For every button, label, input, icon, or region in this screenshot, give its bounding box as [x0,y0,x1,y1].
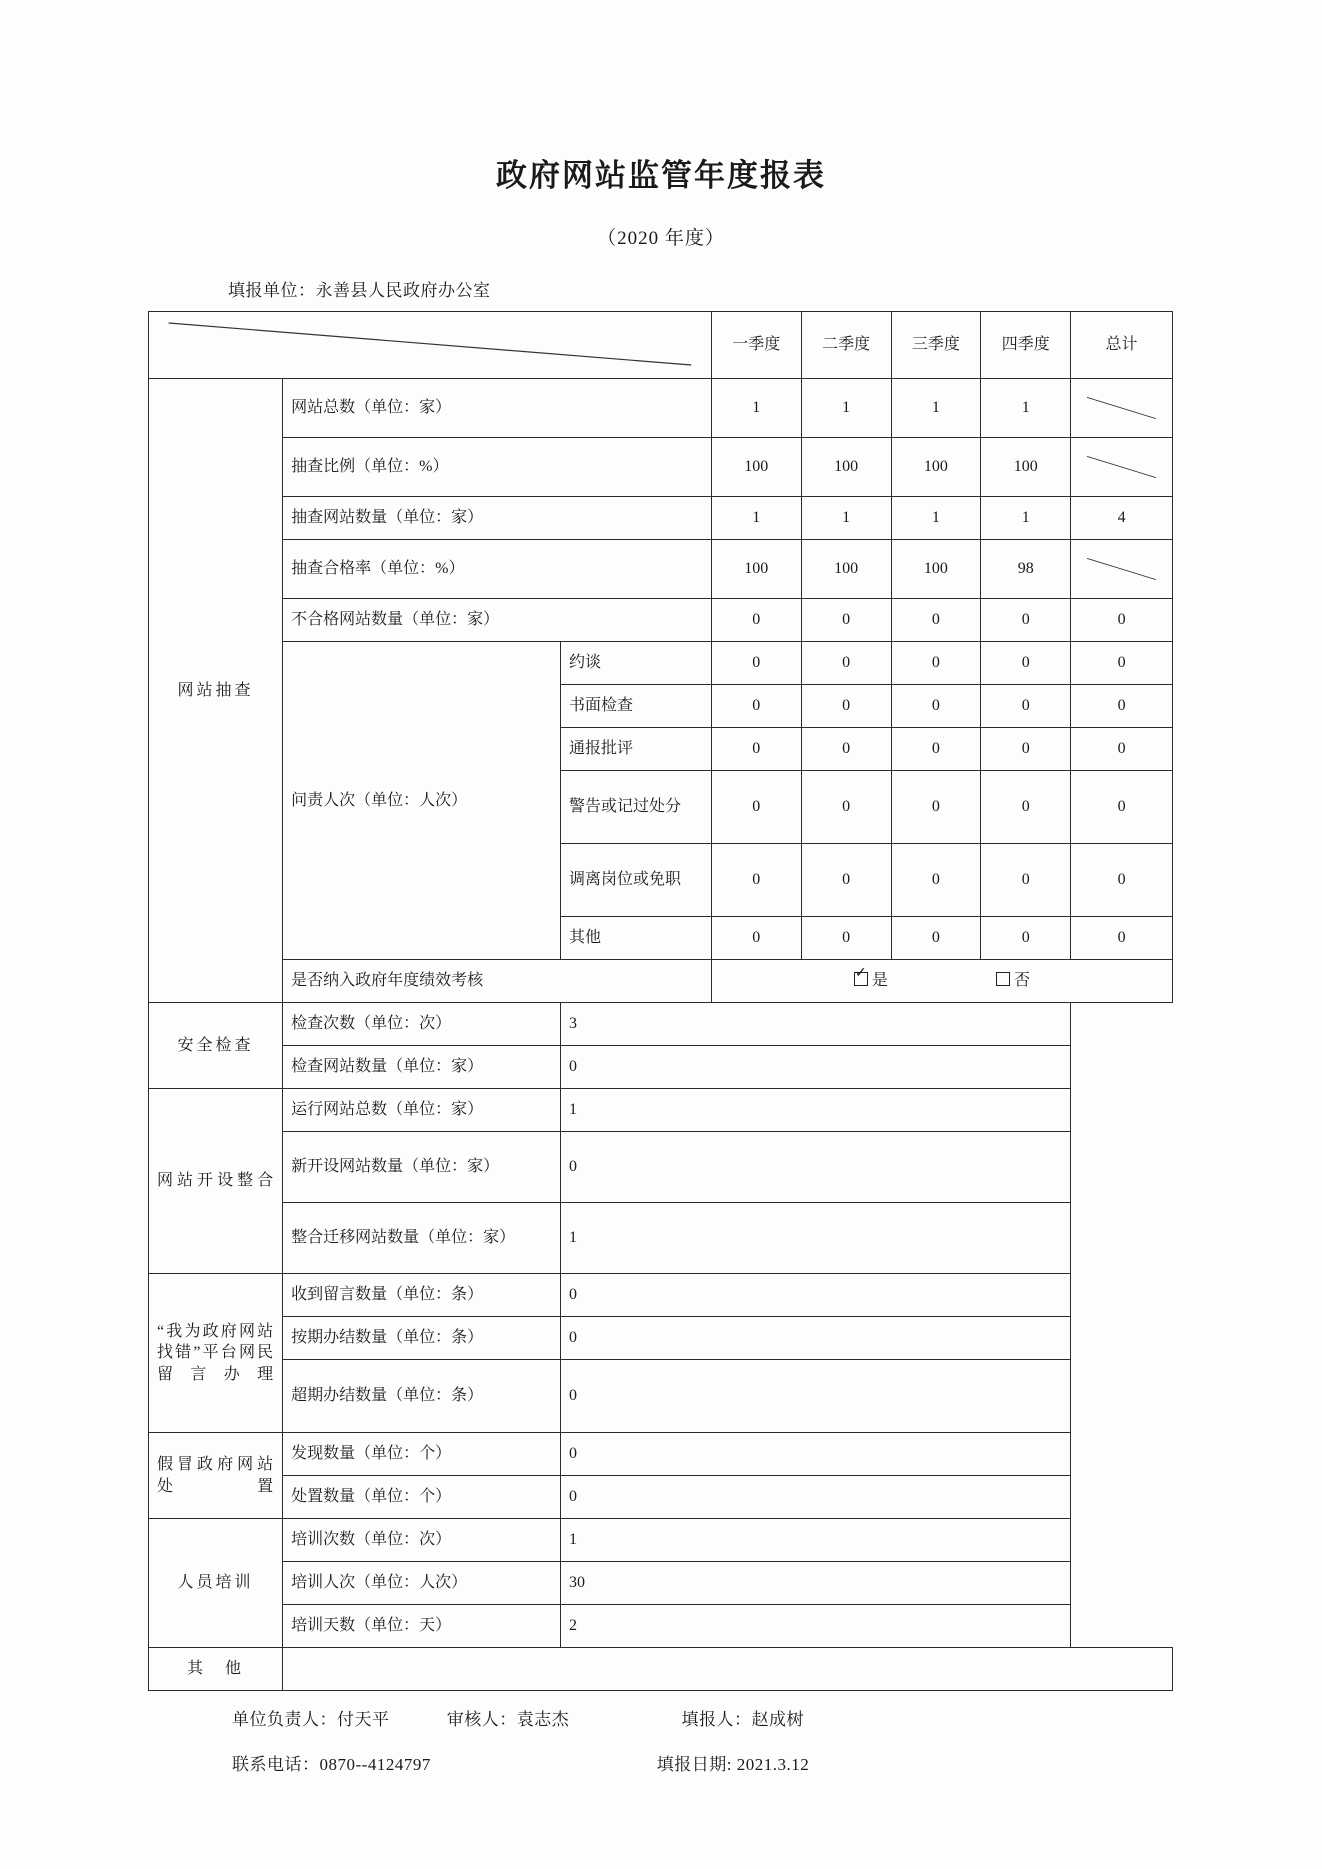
value-other-q2: 0 [801,917,891,960]
item-checked-sites: 检查网站数量（单位：家） [283,1046,561,1089]
table-row [149,599,1173,642]
item-overdue-handled: 超期办结数量（单位：条） [283,1360,561,1433]
item-fake-found: 发现数量（单位：个） [283,1433,561,1476]
value-checked-sites: 0 [560,1046,1070,1089]
value-other-q4: 0 [981,917,1071,960]
value-training-persons: 30 [560,1562,1070,1605]
value-pass-rate-q2: 100 [801,540,891,599]
value-sampling-ratio-q4: 100 [981,438,1071,497]
value-warning-q4: 0 [981,771,1071,844]
category-fake-sites: 假冒政府网站处置 [149,1433,283,1519]
value-interview-q2: 0 [801,642,891,685]
category-training: 人员培训 [149,1519,283,1648]
value-total-sites-q2: 1 [801,379,891,438]
value-sampling-ratio-q3: 100 [891,438,981,497]
table-row [149,497,1173,540]
header-q4: 四季度 [981,312,1071,379]
reporting-unit [228,276,1322,301]
performance-yes-option[interactable] [854,970,888,992]
footer [232,1705,1322,1775]
sub-item-transfer: 调离岗位或免职 [560,844,711,917]
item-training-days: 培训天数（单位：天） [283,1605,561,1648]
table-row [149,1317,1173,1360]
annual-report-table [148,311,1173,1691]
performance-assessment-choice [711,960,1172,1003]
value-written-q3: 0 [891,685,981,728]
performance-no-option[interactable] [996,970,1030,992]
table-row [149,1433,1173,1476]
header-total: 总计 [1071,312,1173,379]
unit-head [232,1705,442,1730]
item-accountability: 问责人次（单位：人次） [283,642,561,960]
value-warning-total: 0 [1071,771,1173,844]
header-q1: 一季度 [711,312,801,379]
value-sampling-ratio-q2: 100 [801,438,891,497]
category-feedback-platform: “我为政府网站找错”平台网民留言办理 [149,1274,283,1433]
diagonal-line-icon [1079,392,1164,424]
table-row [149,1519,1173,1562]
sub-item-criticism: 通报批评 [560,728,711,771]
value-total-sites-total [1071,379,1173,438]
table-row [149,1648,1173,1691]
category-site-setup: 网站开设整合 [149,1089,283,1274]
table-row [149,1089,1173,1132]
value-unqualified-q4: 0 [981,599,1071,642]
footer-row-signatures [232,1705,1322,1730]
value-pass-rate-q3: 100 [891,540,981,599]
report-date-value: 2021.3.12 [736,1755,810,1774]
value-interview-total: 0 [1071,642,1173,685]
table-row [149,1003,1173,1046]
item-check-times: 检查次数（单位：次） [283,1003,561,1046]
value-warning-q1: 0 [711,771,801,844]
value-fake-found: 0 [560,1433,1070,1476]
item-sampled-count: 抽查网站数量（单位：家） [283,497,712,540]
reviewer-value: 袁志杰 [516,1710,570,1729]
value-criticism-q3: 0 [891,728,981,771]
value-written-q1: 0 [711,685,801,728]
value-other-q3: 0 [891,917,981,960]
header-diagonal-cell [149,312,712,379]
value-interview-q3: 0 [891,642,981,685]
category-sampling: 网站抽查 [149,379,283,1003]
value-sampled-count-q2: 1 [801,497,891,540]
table-row [149,1046,1173,1089]
value-unqualified-q2: 0 [801,599,891,642]
value-pass-rate-q4: 98 [981,540,1071,599]
phone [232,1750,652,1775]
item-performance-assessment: 是否纳入政府年度绩效考核 [283,960,712,1003]
table-row [149,1562,1173,1605]
filler-value: 赵成树 [751,1710,804,1729]
value-sampled-count-q1: 1 [711,497,801,540]
value-warning-q2: 0 [801,771,891,844]
table-row [149,960,1173,1003]
value-sampling-ratio-total [1071,438,1173,497]
footer-row-contact [232,1750,1322,1775]
value-total-sites-q4: 1 [981,379,1071,438]
checkbox-icon[interactable] [996,972,1010,986]
value-pass-rate-q1: 100 [711,540,801,599]
reporting-unit-value: 永善县人民政府办公室 [315,281,491,300]
table-row [149,1203,1173,1274]
value-sampled-count-q3: 1 [891,497,981,540]
value-fake-handled: 0 [560,1476,1070,1519]
value-total-sites-q3: 1 [891,379,981,438]
value-total-sites-q1: 1 [711,379,801,438]
table-row [149,379,1173,438]
value-pass-rate-total [1071,540,1173,599]
value-transfer-q4: 0 [981,844,1071,917]
value-merged-sites: 1 [560,1203,1070,1274]
report-date [657,1755,809,1774]
value-unqualified-q3: 0 [891,599,981,642]
item-merged-sites: 整合迁移网站数量（单位：家） [283,1203,561,1274]
value-transfer-q2: 0 [801,844,891,917]
item-pass-rate: 抽查合格率（单位：%） [283,540,712,599]
table-header-row [149,312,1173,379]
table-row [149,540,1173,599]
value-interview-q4: 0 [981,642,1071,685]
value-transfer-q3: 0 [891,844,981,917]
value-unqualified-total: 0 [1071,599,1173,642]
value-training-times: 1 [560,1519,1070,1562]
value-check-times: 3 [560,1003,1070,1046]
value-transfer-total: 0 [1071,844,1173,917]
phone-value: 0870--4124797 [319,1755,431,1774]
filler [682,1705,805,1730]
table-row [149,1605,1173,1648]
item-training-times: 培训次数（单位：次） [283,1519,561,1562]
value-criticism-q4: 0 [981,728,1071,771]
reviewer-label: 审核人： [446,1710,517,1729]
sub-item-other: 其他 [560,917,711,960]
item-fake-handled: 处置数量（单位：个） [283,1476,561,1519]
value-sampling-ratio-q1: 100 [711,438,801,497]
value-warning-q3: 0 [891,771,981,844]
table-row [149,642,1173,685]
header-q2: 二季度 [801,312,891,379]
sub-item-warning: 警告或记过处分 [560,771,711,844]
table-row [149,438,1173,497]
value-criticism-total: 0 [1071,728,1173,771]
header-q3: 三季度 [891,312,981,379]
reviewer [447,1705,677,1730]
value-criticism-q1: 0 [711,728,801,771]
value-interview-q1: 0 [711,642,801,685]
item-sampling-ratio: 抽查比例（单位：%） [283,438,712,497]
value-unqualified-q1: 0 [711,599,801,642]
value-written-q4: 0 [981,685,1071,728]
performance-yes-label: 是 [871,972,888,990]
table-row [149,1132,1173,1203]
category-other: 其 他 [149,1648,283,1691]
sub-item-interview: 约谈 [560,642,711,685]
value-training-days: 2 [560,1605,1070,1648]
value-other-q1: 0 [711,917,801,960]
table-row [149,1274,1173,1317]
checkbox-checked-icon[interactable] [854,972,868,986]
item-unqualified-count: 不合格网站数量（单位：家） [283,599,712,642]
sub-item-written-check: 书面检查 [560,685,711,728]
value-other-section [283,1648,1173,1691]
category-security-check: 安全检查 [149,1003,283,1089]
value-messages-received: 0 [560,1274,1070,1317]
performance-no-label: 否 [1013,972,1030,990]
diagonal-line-icon [1079,553,1164,585]
value-sampled-count-q4: 1 [981,497,1071,540]
unit-head-label: 单位负责人： [232,1710,337,1729]
item-ontime-handled: 按期办结数量（单位：条） [283,1317,561,1360]
item-messages-received: 收到留言数量（单位：条） [283,1274,561,1317]
unit-head-value: 付天平 [337,1710,390,1729]
value-criticism-q2: 0 [801,728,891,771]
value-overdue-handled: 0 [560,1360,1070,1433]
item-training-persons: 培训人次（单位：人次） [283,1562,561,1605]
value-transfer-q1: 0 [711,844,801,917]
item-total-sites: 网站总数（单位：家） [283,379,712,438]
filler-label: 填报人： [681,1710,752,1729]
phone-label: 联系电话： [232,1755,320,1774]
item-running-sites: 运行网站总数（单位：家） [283,1089,561,1132]
reporting-unit-label: 填报单位： [228,281,316,300]
value-other-total: 0 [1071,917,1173,960]
table-row [149,1360,1173,1433]
diagonal-line-icon [1079,451,1164,483]
page-title: 政府网站监管年度报表 [496,158,826,193]
value-written-total: 0 [1071,685,1173,728]
value-written-q2: 0 [801,685,891,728]
value-new-sites: 0 [560,1132,1070,1203]
page-subtitle: （2020 年度） [597,228,725,249]
table-row [149,1476,1173,1519]
diagonal-line-icon [157,317,703,373]
value-sampled-count-total: 4 [1071,497,1173,540]
report-date-label: 填报日期: [656,1755,732,1774]
item-new-sites: 新开设网站数量（单位：家） [283,1132,561,1203]
value-ontime-handled: 0 [560,1317,1070,1360]
value-running-sites: 1 [560,1089,1070,1132]
